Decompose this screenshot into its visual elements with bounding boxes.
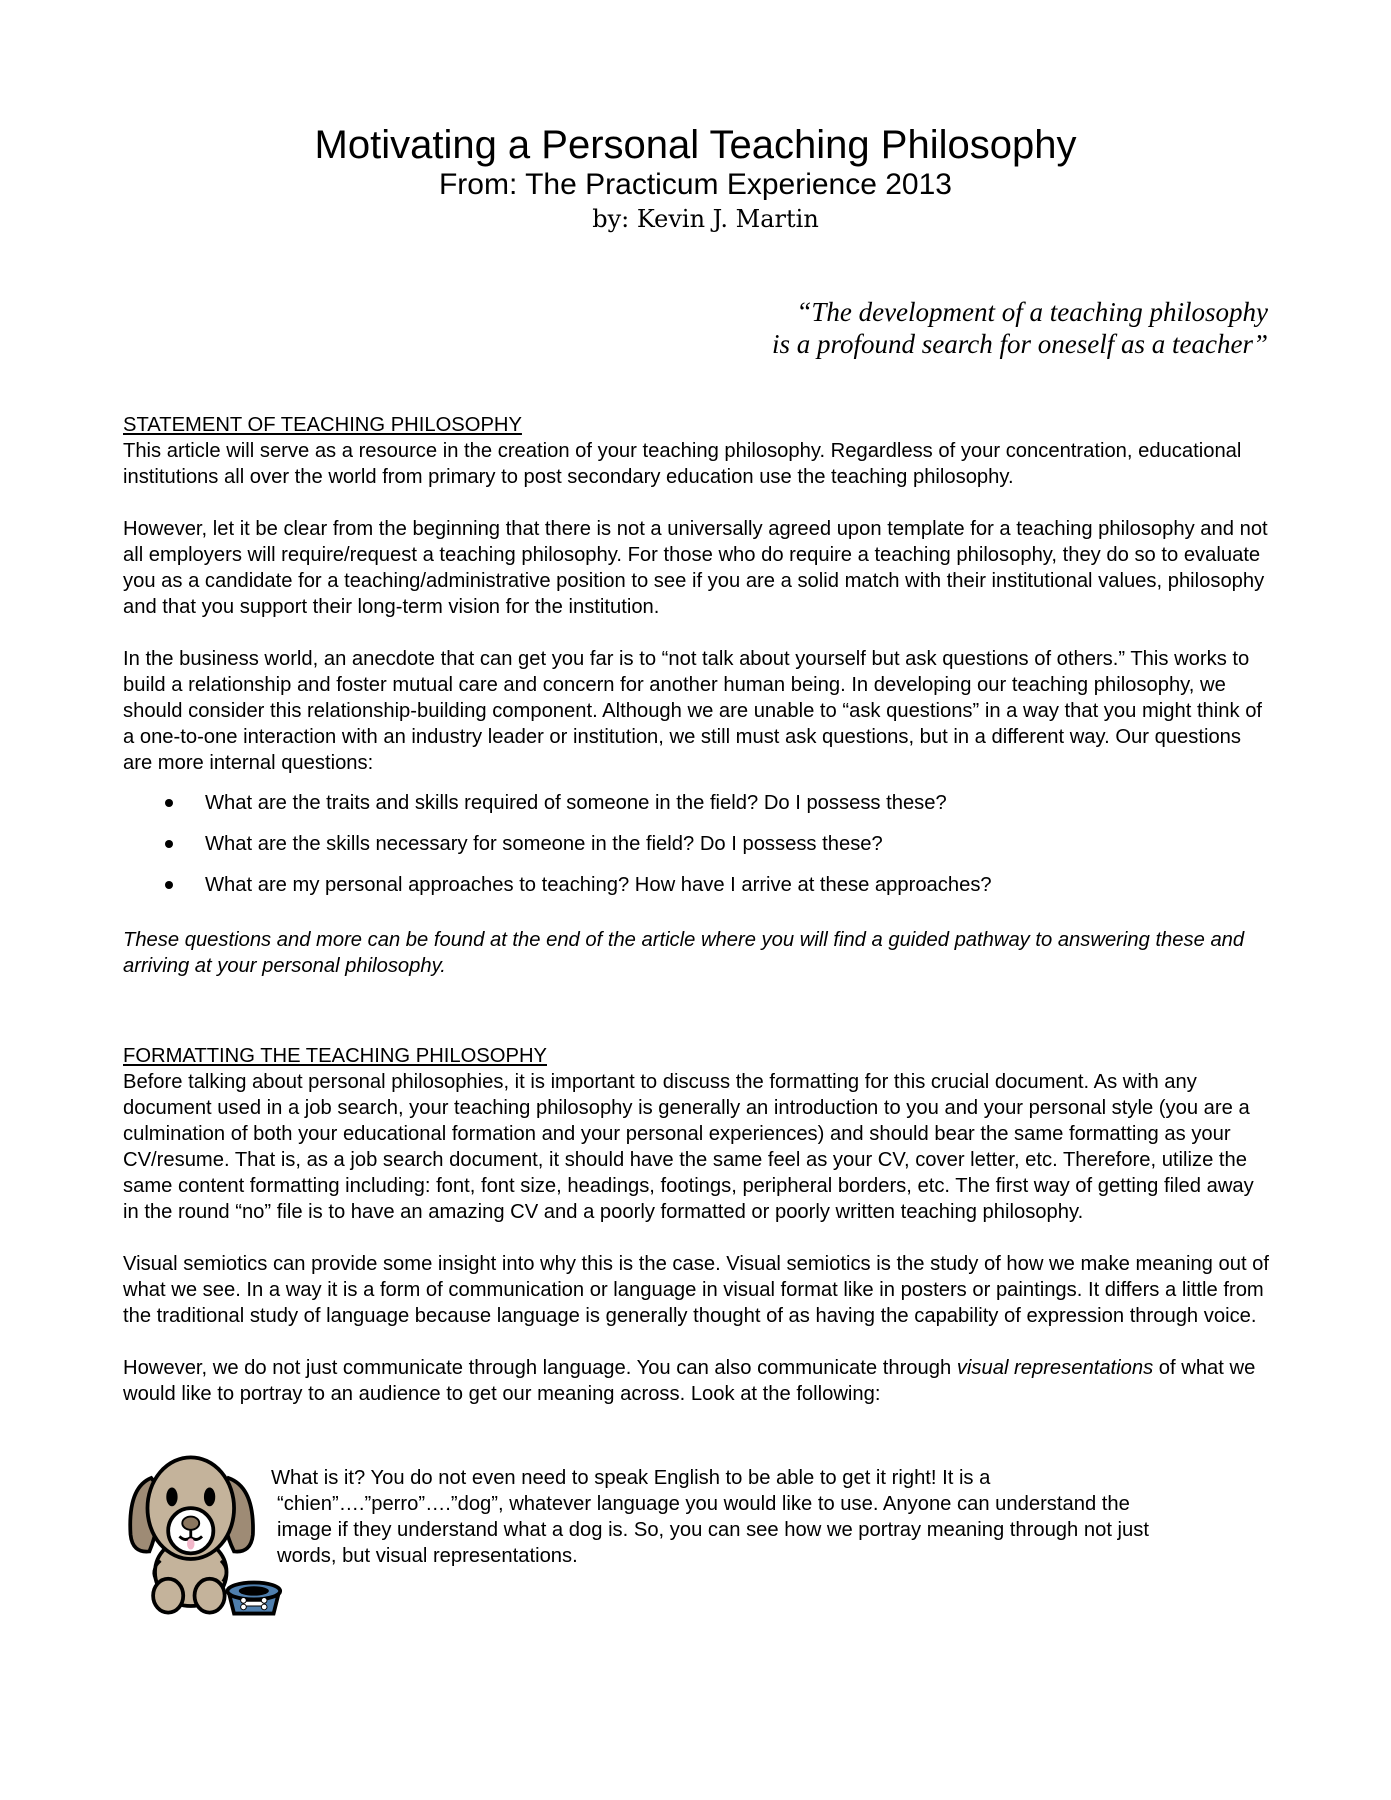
section-heading-statement: STATEMENT OF TEACHING PHILOSOPHY <box>123 414 522 436</box>
document-title <box>0 122 1391 168</box>
epigraph-line-2: is a profound search for oneself as a teacher” <box>772 329 1268 359</box>
emphasis-text: visual representations <box>956 1357 1154 1379</box>
document-body <box>123 412 1273 1637</box>
question-list <box>123 790 1273 913</box>
text-run: of what we would like to portray to an audience to get our meaning across. Look at the following: <box>123 1357 1256 1405</box>
bullet-icon <box>165 840 173 848</box>
dog-with-bowl-icon <box>123 1447 283 1622</box>
paragraph: In the business world, an anecdote that can get you far is to “not talk about yourself but ask questions of others.” This works to build a relationship and foster mutual care and concern for another human being. In developing our teaching philosophy, we should consider this relationship-building component. Although we are unable to “ask questions” in a way that you might think of a one-to-one interaction with an industry leader or institution, we still must ask questions, but in a different way. Our questions are more internal questions: <box>123 648 1263 774</box>
caption-line: image if they understand what a dog is. So, you can see how we portray meaning through not just <box>277 1519 1149 1541</box>
list-item <box>123 790 1273 831</box>
paragraph: Visual semiotics can provide some insight into why this is the case. Visual semiotics is the study of how we make meaning out of what we see. In a way it is a form of communication or language in visual format like in posters or paintings. It differs a little from the traditional study of language because language is generally thought of as having the capability of expression through voice. <box>123 1253 1270 1327</box>
epigraph-line-1: “The development of a teaching philosophy <box>796 297 1268 327</box>
caption-line: words, but visual representations. <box>277 1545 578 1567</box>
document-subtitle: From: The Practicum Experience 2013 <box>438 168 952 201</box>
dog-illustration-block <box>123 1447 1273 1637</box>
list-item-text: What are the skills necessary for someone in the field? Do I possess these? <box>205 833 883 855</box>
caption-line: What is it? You do not even need to speak English to be able to get it right! It is a <box>271 1467 991 1489</box>
text-run: However, we do not just communicate through language. You can also communicate through <box>123 1357 957 1379</box>
note-paragraph: These questions and more can be found at the end of the article where you will find a guided pathway to answering these and arriving at your personal philosophy. <box>123 929 1245 977</box>
caption-line: “chien”….”perro”….”dog”, whatever language you would like to use. Anyone can understand the <box>277 1493 1130 1515</box>
epigraph-quote <box>772 296 1268 360</box>
bullet-icon <box>165 799 173 807</box>
paragraph: Before talking about personal philosophies, it is important to discuss the formatting for this crucial document. As with any document used in a job search, your teaching philosophy is generally an introduction to you and your personal style (you are a culmination of both your educational formation and your personal experiences) and should bear the same formatting as your CV/resume. That is, as a job search document, it should have the same feel as your CV, cover letter, etc. Therefore, utilize the same content formatting including: font, font size, headings, footings, peripheral borders, etc. The first way of getting filed away in the round “no” file is to have an amazing CV and a poorly formatted or poorly written teaching philosophy. <box>123 1071 1254 1223</box>
bullet-icon <box>165 881 173 889</box>
section-heading-formatting: FORMATTING THE TEACHING PHILOSOPHY <box>123 1045 547 1067</box>
paragraph: This article will serve as a resource in the creation of your teaching philosophy. Regardless of your concentration, educational institutions all over the world from primary to post secondary education use the teaching philosophy. <box>123 440 1242 488</box>
paragraph <box>123 1355 1273 1407</box>
list-item <box>123 831 1273 872</box>
dog-caption <box>271 1465 1271 1569</box>
author-byline: by: Kevin J. Martin <box>592 205 819 233</box>
list-item-text: What are the traits and skills required of someone in the field? Do I possess these? <box>205 792 947 814</box>
list-item <box>123 872 1273 913</box>
list-item-text: What are my personal approaches to teaching? How have I arrive at these approaches? <box>205 874 992 896</box>
title-text: Motivating a Personal Teaching Philosophy <box>314 123 1077 167</box>
paragraph: However, let it be clear from the beginning that there is not a universally agreed upon template for a teaching philosophy and not all employers will require/request a teaching philosophy. For those who do require a teaching philosophy, they do so to evaluate you as a candidate for a teaching/administrative position to see if you are a solid match with their institutional values, philosophy and that you support their long-term vision for the institution. <box>123 518 1268 618</box>
